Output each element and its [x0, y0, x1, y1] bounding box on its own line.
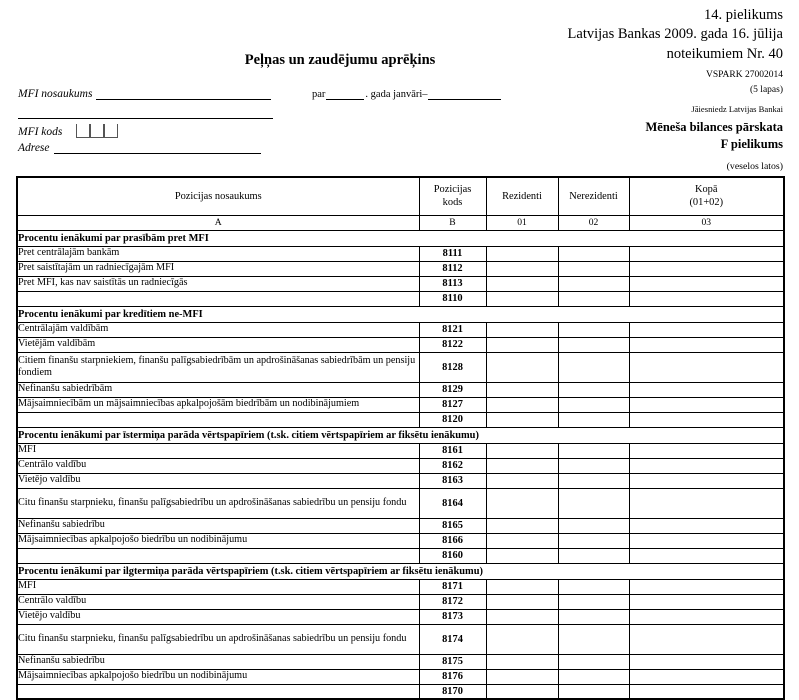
value-cell-total[interactable]: [629, 518, 784, 533]
value-cell-total[interactable]: [629, 276, 784, 291]
col-header-total: [629, 177, 784, 215]
value-cell-total[interactable]: [629, 412, 784, 427]
col-letter-a: A: [17, 215, 419, 230]
value-cell-residents[interactable]: [486, 261, 558, 276]
table-row: [17, 412, 784, 427]
value-cell-residents[interactable]: [486, 684, 558, 699]
value-cell-residents[interactable]: [486, 382, 558, 397]
value-cell-total[interactable]: [629, 246, 784, 261]
row-position-code: 8129: [419, 382, 486, 397]
table-row: [17, 291, 784, 306]
value-cell-residents[interactable]: [486, 458, 558, 473]
row-position-code: 8111: [419, 246, 486, 261]
mfi-code-box-1[interactable]: [76, 124, 90, 138]
section-header-row: [17, 427, 784, 443]
table-row: [17, 594, 784, 609]
section-title: Procentu ienākumi par prasībām pret MFI: [17, 230, 784, 246]
table-row: [17, 609, 784, 624]
row-position-code: 8165: [419, 518, 486, 533]
table-row: [17, 518, 784, 533]
col-header-position-code-line1: Pozicijas: [433, 184, 472, 196]
value-cell-non-residents[interactable]: [558, 518, 629, 533]
row-label: Centrālajām valdībām: [17, 322, 419, 337]
value-cell-total[interactable]: [629, 548, 784, 563]
value-cell-total[interactable]: [629, 684, 784, 699]
table-row: [17, 261, 784, 276]
appendix-number: 14. pielikums: [704, 7, 783, 23]
row-label: [17, 412, 419, 427]
table-head: [17, 177, 784, 230]
value-cell-non-residents[interactable]: [558, 488, 629, 518]
regulation-line-1: Latvijas Bankas 2009. gada 16. jūlija: [567, 26, 783, 43]
value-cell-total[interactable]: [629, 594, 784, 609]
col-header-non-residents: Nerezidenti: [558, 177, 629, 215]
mfi-name-input-line2[interactable]: [18, 107, 273, 119]
row-position-code: 8164: [419, 488, 486, 518]
value-cell-total[interactable]: [629, 624, 784, 654]
value-cell-non-residents[interactable]: [558, 473, 629, 488]
value-cell-residents[interactable]: [486, 246, 558, 261]
row-label: Citu finanšu starpnieku, finanšu palīgsabiedrību un apdrošināšanas sabiedrību un pensiju fondu: [17, 488, 419, 518]
section-header-row: [17, 306, 784, 322]
row-position-code: 8172: [419, 594, 486, 609]
mfi-code-box-3[interactable]: [104, 124, 118, 138]
period-middle-label: . gada janvāri–: [365, 89, 428, 100]
value-cell-total[interactable]: [629, 609, 784, 624]
value-cell-non-residents[interactable]: [558, 352, 629, 382]
value-cell-residents[interactable]: [486, 443, 558, 458]
value-cell-total[interactable]: [629, 322, 784, 337]
table-row: [17, 669, 784, 684]
mfi-code-input[interactable]: [76, 124, 118, 138]
row-label: Nefinanšu sabiedrībām: [17, 382, 419, 397]
value-cell-total[interactable]: [629, 261, 784, 276]
value-cell-non-residents[interactable]: [558, 579, 629, 594]
period-prefix-label: par: [312, 89, 326, 100]
row-label: MFI: [17, 579, 419, 594]
table-row: [17, 684, 784, 699]
value-cell-residents[interactable]: [486, 609, 558, 624]
table-row: [17, 473, 784, 488]
row-label: Centrālo valdību: [17, 458, 419, 473]
row-position-code: 8161: [419, 443, 486, 458]
row-label: MFI: [17, 443, 419, 458]
value-cell-total[interactable]: [629, 488, 784, 518]
value-cell-non-residents[interactable]: [558, 246, 629, 261]
row-position-code: 8113: [419, 276, 486, 291]
value-cell-non-residents[interactable]: [558, 261, 629, 276]
row-label: [17, 684, 419, 699]
table-row: [17, 337, 784, 352]
value-cell-non-residents[interactable]: [558, 458, 629, 473]
row-label: Vietējo valdību: [17, 609, 419, 624]
mfi-code-box-2[interactable]: [90, 124, 104, 138]
mfi-name-row: [18, 88, 273, 100]
row-position-code: 8160: [419, 548, 486, 563]
value-cell-residents[interactable]: [486, 594, 558, 609]
value-cell-residents[interactable]: [486, 352, 558, 382]
value-cell-total[interactable]: [629, 443, 784, 458]
page-title: Peļņas un zaudējumu aprēķins: [244, 52, 436, 68]
side-note-line-2: F pielikums: [720, 137, 783, 151]
value-cell-non-residents[interactable]: [558, 291, 629, 306]
value-cell-non-residents[interactable]: [558, 654, 629, 669]
value-cell-non-residents[interactable]: [558, 443, 629, 458]
table-row: [17, 488, 784, 518]
value-cell-non-residents[interactable]: [558, 382, 629, 397]
table-row: [17, 579, 784, 594]
value-cell-residents[interactable]: [486, 337, 558, 352]
value-cell-non-residents[interactable]: [558, 609, 629, 624]
form-fields-block: [18, 88, 273, 154]
row-position-code: 8176: [419, 669, 486, 684]
mfi-name-input[interactable]: [96, 88, 271, 100]
col-header-position-code: [419, 177, 486, 215]
col-header-total-line1: Kopā: [694, 184, 718, 196]
row-label: Vietējām valdībām: [17, 337, 419, 352]
section-title: Procentu ienākumi par īstermiņa parāda vērtspapīriem (t.sk. citiem vērtspapīriem ar fiksētu ienākumu): [17, 427, 784, 443]
value-cell-total[interactable]: [629, 473, 784, 488]
value-cell-residents[interactable]: [486, 488, 558, 518]
row-label: [17, 548, 419, 563]
row-label: Pret MFI, kas nav saistītās un radniecīgās: [17, 276, 419, 291]
address-row: [18, 142, 273, 154]
value-cell-residents[interactable]: [486, 412, 558, 427]
value-cell-total[interactable]: [629, 352, 784, 382]
value-cell-total[interactable]: [629, 291, 784, 306]
row-label: Citu finanšu starpnieku, finanšu palīgsabiedrību un apdrošināšanas sabiedrību un pensiju fondu: [17, 624, 419, 654]
table-row: [17, 276, 784, 291]
row-position-code: 8174: [419, 624, 486, 654]
value-cell-non-residents[interactable]: [558, 533, 629, 548]
col-header-total-line2: (01+02): [689, 197, 724, 209]
mfi-name-label: MFI nosaukums: [18, 88, 93, 100]
table-row: [17, 548, 784, 563]
row-position-code: 8120: [419, 412, 486, 427]
table-row: [17, 533, 784, 548]
row-position-code: 8121: [419, 322, 486, 337]
row-position-code: 8166: [419, 533, 486, 548]
col-letter-03: 03: [629, 215, 784, 230]
row-label: Mājsaimniecības apkalpojošo biedrību un nodibinājumu: [17, 533, 419, 548]
table-row: [17, 624, 784, 654]
row-label: Nefinanšu sabiedrību: [17, 518, 419, 533]
row-label: Pret saistītajām un radniecīgajām MFI: [17, 261, 419, 276]
value-cell-non-residents[interactable]: [558, 412, 629, 427]
row-position-code: 8175: [419, 654, 486, 669]
mfi-code-label: MFI kods: [18, 126, 63, 138]
section-title: Procentu ienākumi par ilgtermiņa parāda vērtspapīriem (t.sk. citiem vērtspapīriem ar fiksētu ienākumu): [17, 563, 784, 579]
table-row: [17, 654, 784, 669]
side-note-block: [646, 120, 784, 172]
col-letter-01: 01: [486, 215, 558, 230]
row-label: Mājsaimniecībām un mājsaimniecības apkalpojošām biedrībām un nodibinājumiem: [17, 397, 419, 412]
row-label: [17, 291, 419, 306]
page-count: (5 lapas): [750, 85, 783, 96]
table-row: [17, 443, 784, 458]
row-label: Centrālo valdību: [17, 594, 419, 609]
value-cell-total[interactable]: [629, 669, 784, 684]
units-note: (veselos latos): [726, 161, 783, 172]
value-cell-non-residents[interactable]: [558, 624, 629, 654]
value-cell-residents[interactable]: [486, 322, 558, 337]
value-cell-residents[interactable]: [486, 533, 558, 548]
row-position-code: 8171: [419, 579, 486, 594]
section-header-row: [17, 230, 784, 246]
table-letter-row: [17, 215, 784, 230]
row-label: Nefinanšu sabiedrību: [17, 654, 419, 669]
value-cell-residents[interactable]: [486, 291, 558, 306]
col-header-position-code-line2: kods: [442, 197, 463, 209]
value-cell-total[interactable]: [629, 654, 784, 669]
row-label: Mājsaimniecības apkalpojošo biedrību un nodibinājumu: [17, 669, 419, 684]
regulation-line-2: noteikumiem Nr. 40: [666, 45, 783, 62]
row-label: Citiem finanšu starpniekiem, finanšu palīgsabiedrībām un apdrošināšanas sabiedrībām un pensiju fondiem: [17, 352, 419, 382]
value-cell-non-residents[interactable]: [558, 322, 629, 337]
table-body: [17, 230, 784, 699]
row-position-code: 8173: [419, 609, 486, 624]
section-title: Procentu ienākumi par kredītiem ne-MFI: [17, 306, 784, 322]
value-cell-non-residents[interactable]: [558, 276, 629, 291]
value-cell-non-residents[interactable]: [558, 337, 629, 352]
period-year-input[interactable]: [326, 88, 364, 100]
row-position-code: 8127: [419, 397, 486, 412]
value-cell-non-residents[interactable]: [558, 684, 629, 699]
value-cell-residents[interactable]: [486, 624, 558, 654]
mfi-code-row: [18, 124, 273, 138]
row-position-code: 8128: [419, 352, 486, 382]
address-input[interactable]: [54, 142, 261, 154]
profit-loss-table: [16, 176, 785, 700]
row-label: Vietējo valdību: [17, 473, 419, 488]
vspark-code: VSPARK 27002014: [706, 69, 783, 80]
submit-to-note: Jāiesniedz Latvijas Bankai: [691, 104, 783, 115]
row-position-code: 8162: [419, 458, 486, 473]
row-position-code: 8122: [419, 337, 486, 352]
table-row: [17, 458, 784, 473]
table-row: [17, 246, 784, 261]
value-cell-non-residents[interactable]: [558, 594, 629, 609]
col-letter-b: B: [419, 215, 486, 230]
col-header-position-name: Pozicijas nosaukums: [17, 177, 419, 215]
value-cell-residents[interactable]: [486, 548, 558, 563]
col-header-residents: Rezidenti: [486, 177, 558, 215]
value-cell-residents[interactable]: [486, 397, 558, 412]
value-cell-residents[interactable]: [486, 579, 558, 594]
value-cell-total[interactable]: [629, 382, 784, 397]
value-cell-residents[interactable]: [486, 654, 558, 669]
value-cell-residents[interactable]: [486, 669, 558, 684]
table-header-row: [17, 177, 784, 215]
value-cell-total[interactable]: [629, 533, 784, 548]
value-cell-total[interactable]: [629, 397, 784, 412]
reporting-period-row: [312, 88, 501, 100]
address-label: Adrese: [18, 142, 50, 154]
row-position-code: 8170: [419, 684, 486, 699]
value-cell-non-residents[interactable]: [558, 548, 629, 563]
value-cell-non-residents[interactable]: [558, 397, 629, 412]
table-row: [17, 397, 784, 412]
period-end-month-input[interactable]: [428, 88, 501, 100]
section-header-row: [17, 563, 784, 579]
side-note-line-1: Mēneša bilances pārskata: [645, 120, 783, 134]
value-cell-residents[interactable]: [486, 276, 558, 291]
value-cell-residents[interactable]: [486, 518, 558, 533]
row-label: Pret centrālajām bankām: [17, 246, 419, 261]
mfi-name-row-continued: [18, 107, 273, 119]
table-row: [17, 322, 784, 337]
value-cell-non-residents[interactable]: [558, 669, 629, 684]
value-cell-residents[interactable]: [486, 473, 558, 488]
value-cell-total[interactable]: [629, 337, 784, 352]
col-letter-02: 02: [558, 215, 629, 230]
value-cell-total[interactable]: [629, 579, 784, 594]
table-row: [17, 352, 784, 382]
table-row: [17, 382, 784, 397]
row-position-code: 8110: [419, 291, 486, 306]
row-position-code: 8163: [419, 473, 486, 488]
row-position-code: 8112: [419, 261, 486, 276]
value-cell-total[interactable]: [629, 458, 784, 473]
